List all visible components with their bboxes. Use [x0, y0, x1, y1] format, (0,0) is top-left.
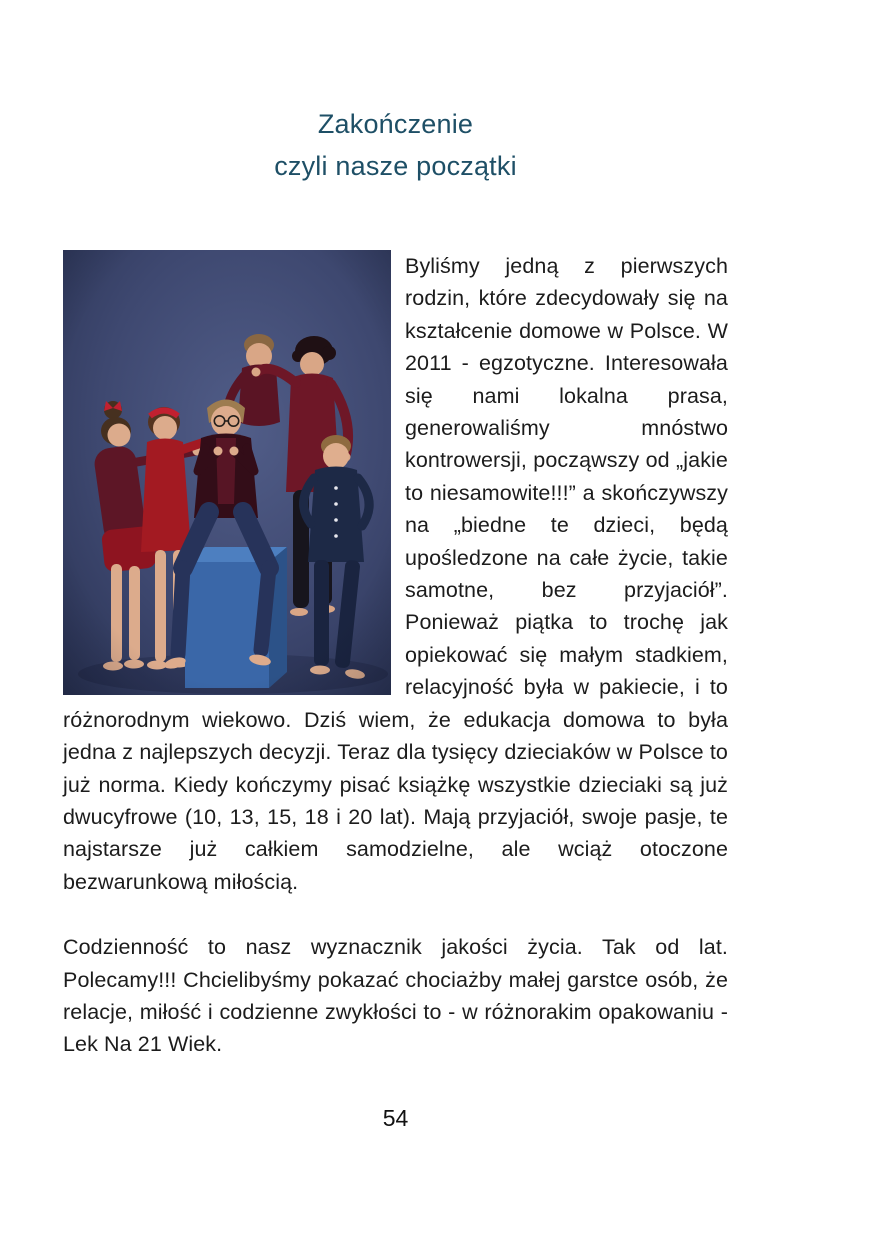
- page-title: [63, 0, 728, 187]
- content-column: [63, 0, 728, 1132]
- paragraph-1: Byliśmy jedną z pierwszych rodzin, które zdecydowały się na kształcenie domowe w Polsce. W 2011 - egzotyczne. Interesowała się nami lokalna prasa, generowaliśmy mnóstwo kontrowersji, począwszy od „jakie to niesamowite!!!” a skończywszy na „biedne te dzieci, będą upośledzone na całe życie, takie samotne, bez przyjaciół”. Ponieważ piątka to trochę jak opiekować się małym stadkiem, relacyjność była w pakiecie, i to różnorodnym wiekowo. Dziś wiem, że edukacja domowa to była jedna z najlepszych decyzji. Teraz dla tysięcy dzieciaków w Polsce to już norma. Kiedy kończymy pisać książkę wszystkie dzieciaki są już dwucyfrowe (10, 13, 15, 18 i 20 lat). Mają przyjaciół, swoje pasje, te najstarsze już całkiem samodzielne, ale wciąż otoczone bezwarunkową miłością.: [63, 254, 728, 894]
- title-line-1: Zakończenie: [317, 109, 474, 139]
- body-text: [63, 250, 728, 1061]
- family-photo: [63, 250, 391, 695]
- title-line-2: czyli nasze początki: [274, 151, 517, 181]
- family-photo-illustration: [63, 250, 391, 695]
- page-number: 54: [382, 1104, 409, 1131]
- paragraph-2: Codzienność to nasz wyznacznik jakości życia. Tak od lat. Polecamy!!! Chcielibyśmy pokazać chociażby małej garstce osób, że relacje, miłość i codzienne zwykłości to - w różnorakim opakowaniu - Lek Na 21 Wiek.: [63, 935, 728, 1057]
